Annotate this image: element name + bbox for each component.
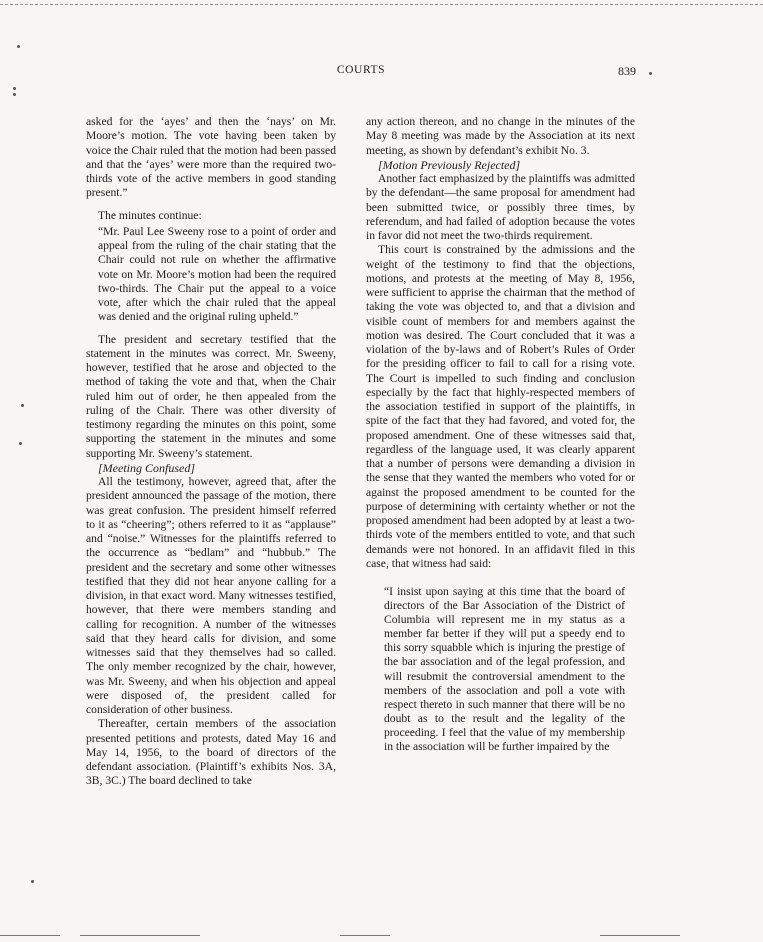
margin-mark — [31, 880, 34, 883]
paragraph: The president and secretary testified that the statement in the minutes was correct. Mr. Sweeny, however, testified that he arose and objected to the method of taking the vote and that, when the Chair ruled him out of order, he then appealed from the ruling of the Chair. There was other diversity of testimony regarding the minutes on this point, some supporting the statement in the minutes and some supporting Mr. Sweeny’s statement. — [86, 332, 336, 460]
paragraph: asked for the ‘ayes’ and then the ‘nays’ on Mr. Moore’s motion. The vote having been taken by voice the Chair ruled that the motion had been passed and that the ‘ayes’ were more than the required two-thirds vote of the active members in good standing present.” — [86, 115, 336, 200]
left-column — [86, 115, 336, 789]
top-dashed-border — [0, 4, 763, 5]
bottom-rule — [600, 935, 680, 936]
running-head: COURTS — [336, 64, 386, 76]
paragraph: any action thereon, and no change in the minutes of the May 8 meeting was made by the Association at its next meeting, as shown by defendant’s exhibit No. 3. — [366, 115, 635, 157]
margin-mark — [19, 442, 22, 445]
bottom-rule — [80, 935, 200, 936]
page-number: 839 — [618, 64, 636, 78]
block-quote: “Mr. Paul Lee Sweeny rose to a point of order and appeal from the ruling of the chair stating that the Chair could not rule on whether the affirmative vote on Mr. Moore’s motion had been the required two-thirds. The Chair put the appeal to a voice vote, after which the chair ruled that the appeal was denied and the original ruling upheld.” — [98, 224, 336, 324]
margin-mark — [17, 45, 20, 48]
page-header — [86, 64, 636, 80]
paragraph: All the testimony, however, agreed that, after the president announced the passage of the motion, there was great confusion. The president himself referred to it as “cheering”; others referred to it as “applause” and “noise.” Witnesses for the plaintiffs referred to the occurrence as “bedlam” and “hubbub.” The president and the secretary and some other witnesses testified that they did not hear anyone calling for a division, in that exact word. Many witnesses testified, however, that there were members standing and calling for recognition. A number of the witnesses said that they heard calls for division, and some witnesses said that they themselves had so called. The only member recognized by the chair, however, was Mr. Sweeny, and when his objection and appeal were disposed of, the president called for consideration of other business. — [86, 475, 336, 716]
bottom-rule — [0, 935, 60, 936]
margin-mark — [13, 93, 16, 96]
paragraph: Thereafter, certain members of the association presented petitions and protests, dated May 16 and May 14, 1956, to the board of directors of the defendant association. (Plaintiff’s exhibits Nos. 3A, 3B, 3C.) The board declined to take — [86, 717, 336, 788]
paragraph: The minutes continue: — [98, 208, 202, 222]
section-subhead: [Motion Previously Rejected] — [378, 157, 521, 172]
margin-mark — [649, 72, 652, 75]
margin-mark — [21, 404, 24, 407]
paragraph: This court is constrained by the admissions and the weight of the testimony to find that the objections, motions, and protests at the meeting of May 8, 1956, were sufficient to apprise the chairman that the method of taking the vote was objected to, and that a division and visible count of members for and members against the motion was desired. The Court concluded that it was a violation of the by-laws and of Robert’s Rules of Order for the presiding officer to fail to call for a rising vote. The Court is impelled to such finding and conclusion especially by the fact that highly-respected members of the association testified in support of the plaintiffs, in spite of the fact that they had favored, and voted for, the proposed amendment. One of these witnesses said that, regardless of the language used, it was clearly apparent that a number of persons were demanding a division in the sense that they wanted the members who voted for or against the proposed amendment to be counted for the purpose of determining with certainty whether or not the proposed amendment had been adopted by at least a two-thirds vote of the members entitled to vote, and that such demands were not honored. In an affidavit filed in this case, that witness had said: — [366, 243, 635, 570]
section-subhead: [Meeting Confused] — [98, 460, 195, 475]
affidavit-quote: “I insist upon saying at this time that the board of directors of the Bar Association of the District of Columbia will represent me in my status as a member far better if they will put a speedy end to this sorry squabble which is injuring the prestige of the bar association and of the legal profession, and will resubmit the controversial amendment to the members of the association and poll a vote with respect thereto in such manner that there will be no doubt as to the result and the legality of the proceeding. I feel that the value of my membership in the association will be further impaired by the — [384, 585, 625, 754]
right-column — [366, 115, 635, 754]
bottom-rule — [340, 935, 390, 936]
paragraph: Another fact emphasized by the plaintiffs was admitted by the defendant—the same proposal for amendment had been submitted twice, or possibly three times, by referendum, and had failed of adoption because the votes in favor did not meet the two-thirds requirement. — [366, 172, 635, 242]
margin-mark — [13, 87, 16, 90]
